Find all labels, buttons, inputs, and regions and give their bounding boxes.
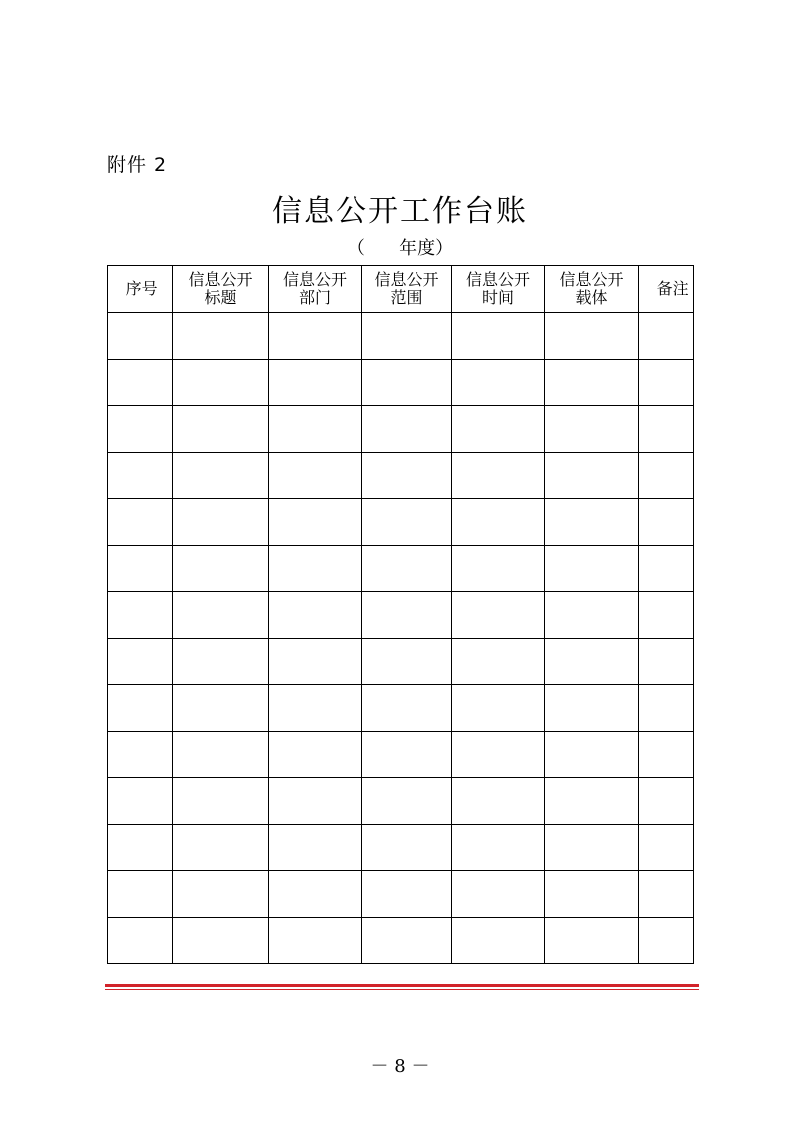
table-row [108,592,694,639]
table-cell [108,731,173,778]
table-cell [545,778,639,825]
table-cell [452,592,545,639]
table-row [108,871,694,918]
table-cell [173,731,269,778]
table-cell [639,545,694,592]
table-cell [545,313,639,360]
table-cell [452,871,545,918]
table-cell [362,731,452,778]
attachment-label: 附件 2 [107,154,168,176]
table-cell [173,824,269,871]
table-cell [269,871,362,918]
table-cell [452,824,545,871]
table-cell [269,406,362,453]
table-cell [269,731,362,778]
table-cell [362,917,452,964]
header-remarks: 备注 [639,266,694,313]
table-cell [545,871,639,918]
table-cell [362,545,452,592]
table-cell [108,499,173,546]
table-cell [639,592,694,639]
header-scope: 信息公开范围 [362,266,452,313]
red-rule-thick [105,984,699,987]
table-cell [545,406,639,453]
table-row [108,359,694,406]
table-cell [173,592,269,639]
red-rule-thin [105,989,699,990]
table-cell [362,452,452,499]
table-row [108,499,694,546]
table-row [108,545,694,592]
table-cell [545,592,639,639]
table-cell [173,545,269,592]
table-cell [173,871,269,918]
table-cell [362,638,452,685]
table-cell [452,638,545,685]
table-row [108,313,694,360]
header-row [108,266,694,313]
header-serial-number: 序号 [108,266,173,313]
table-cell [639,824,694,871]
table-cell [173,778,269,825]
table-cell [269,545,362,592]
table-cell [269,824,362,871]
year-line: （ 年度） [346,238,454,259]
table-cell [545,917,639,964]
table-cell [362,406,452,453]
table-cell [269,638,362,685]
table-cell [639,499,694,546]
table-cell [173,638,269,685]
table-row [108,685,694,732]
table-row [108,452,694,499]
table-cell [108,917,173,964]
table-cell [269,313,362,360]
table-cell [452,545,545,592]
table-cell [639,313,694,360]
header-department: 信息公开部门 [269,266,362,313]
table-cell [452,778,545,825]
table-cell [269,685,362,732]
table-cell [173,359,269,406]
table-cell [173,917,269,964]
table-cell [639,359,694,406]
table-cell [108,359,173,406]
table-cell [362,778,452,825]
table-cell [108,545,173,592]
table-cell [452,313,545,360]
table-cell [545,824,639,871]
table-cell [452,452,545,499]
table-cell [452,685,545,732]
table-cell [173,452,269,499]
table-cell [545,499,639,546]
table-cell [639,685,694,732]
table-cell [269,592,362,639]
table-cell [173,499,269,546]
table-cell [639,778,694,825]
table-cell [108,778,173,825]
ledger-table [107,265,694,964]
table-cell [173,313,269,360]
table-cell [173,685,269,732]
document-title: 信息公开工作台账 [272,194,528,229]
table-cell [639,638,694,685]
header-title: 信息公开标题 [173,266,269,313]
table-cell [362,499,452,546]
table-cell [545,731,639,778]
table-cell [639,452,694,499]
table-cell [269,499,362,546]
table-cell [269,359,362,406]
table-row [108,917,694,964]
table-cell [108,638,173,685]
table-cell [269,452,362,499]
table-cell [452,406,545,453]
table-cell [545,545,639,592]
table-cell [108,824,173,871]
table-row [108,638,694,685]
table-row [108,778,694,825]
header-carrier: 信息公开载体 [545,266,639,313]
table-cell [545,685,639,732]
header-time: 信息公开时间 [452,266,545,313]
table-cell [452,731,545,778]
table-cell [362,592,452,639]
table-cell [452,499,545,546]
table-cell [108,406,173,453]
table-cell [452,917,545,964]
table-cell [639,731,694,778]
table-cell [452,359,545,406]
table-cell [173,406,269,453]
table-cell [269,917,362,964]
table-cell [639,871,694,918]
table-cell [639,917,694,964]
table-row [108,731,694,778]
table-cell [545,452,639,499]
table-cell [108,685,173,732]
page-number: － 8 － [370,1056,430,1077]
table-cell [108,871,173,918]
table-cell [362,685,452,732]
table-cell [362,871,452,918]
table-cell [362,359,452,406]
table-cell [545,359,639,406]
table-cell [108,313,173,360]
table-cell [108,592,173,639]
table-cell [639,406,694,453]
table-row [108,824,694,871]
ledger-body [108,313,694,964]
table-cell [269,778,362,825]
table-cell [545,638,639,685]
table-cell [362,313,452,360]
table-cell [362,824,452,871]
table-row [108,406,694,453]
table-cell [108,452,173,499]
